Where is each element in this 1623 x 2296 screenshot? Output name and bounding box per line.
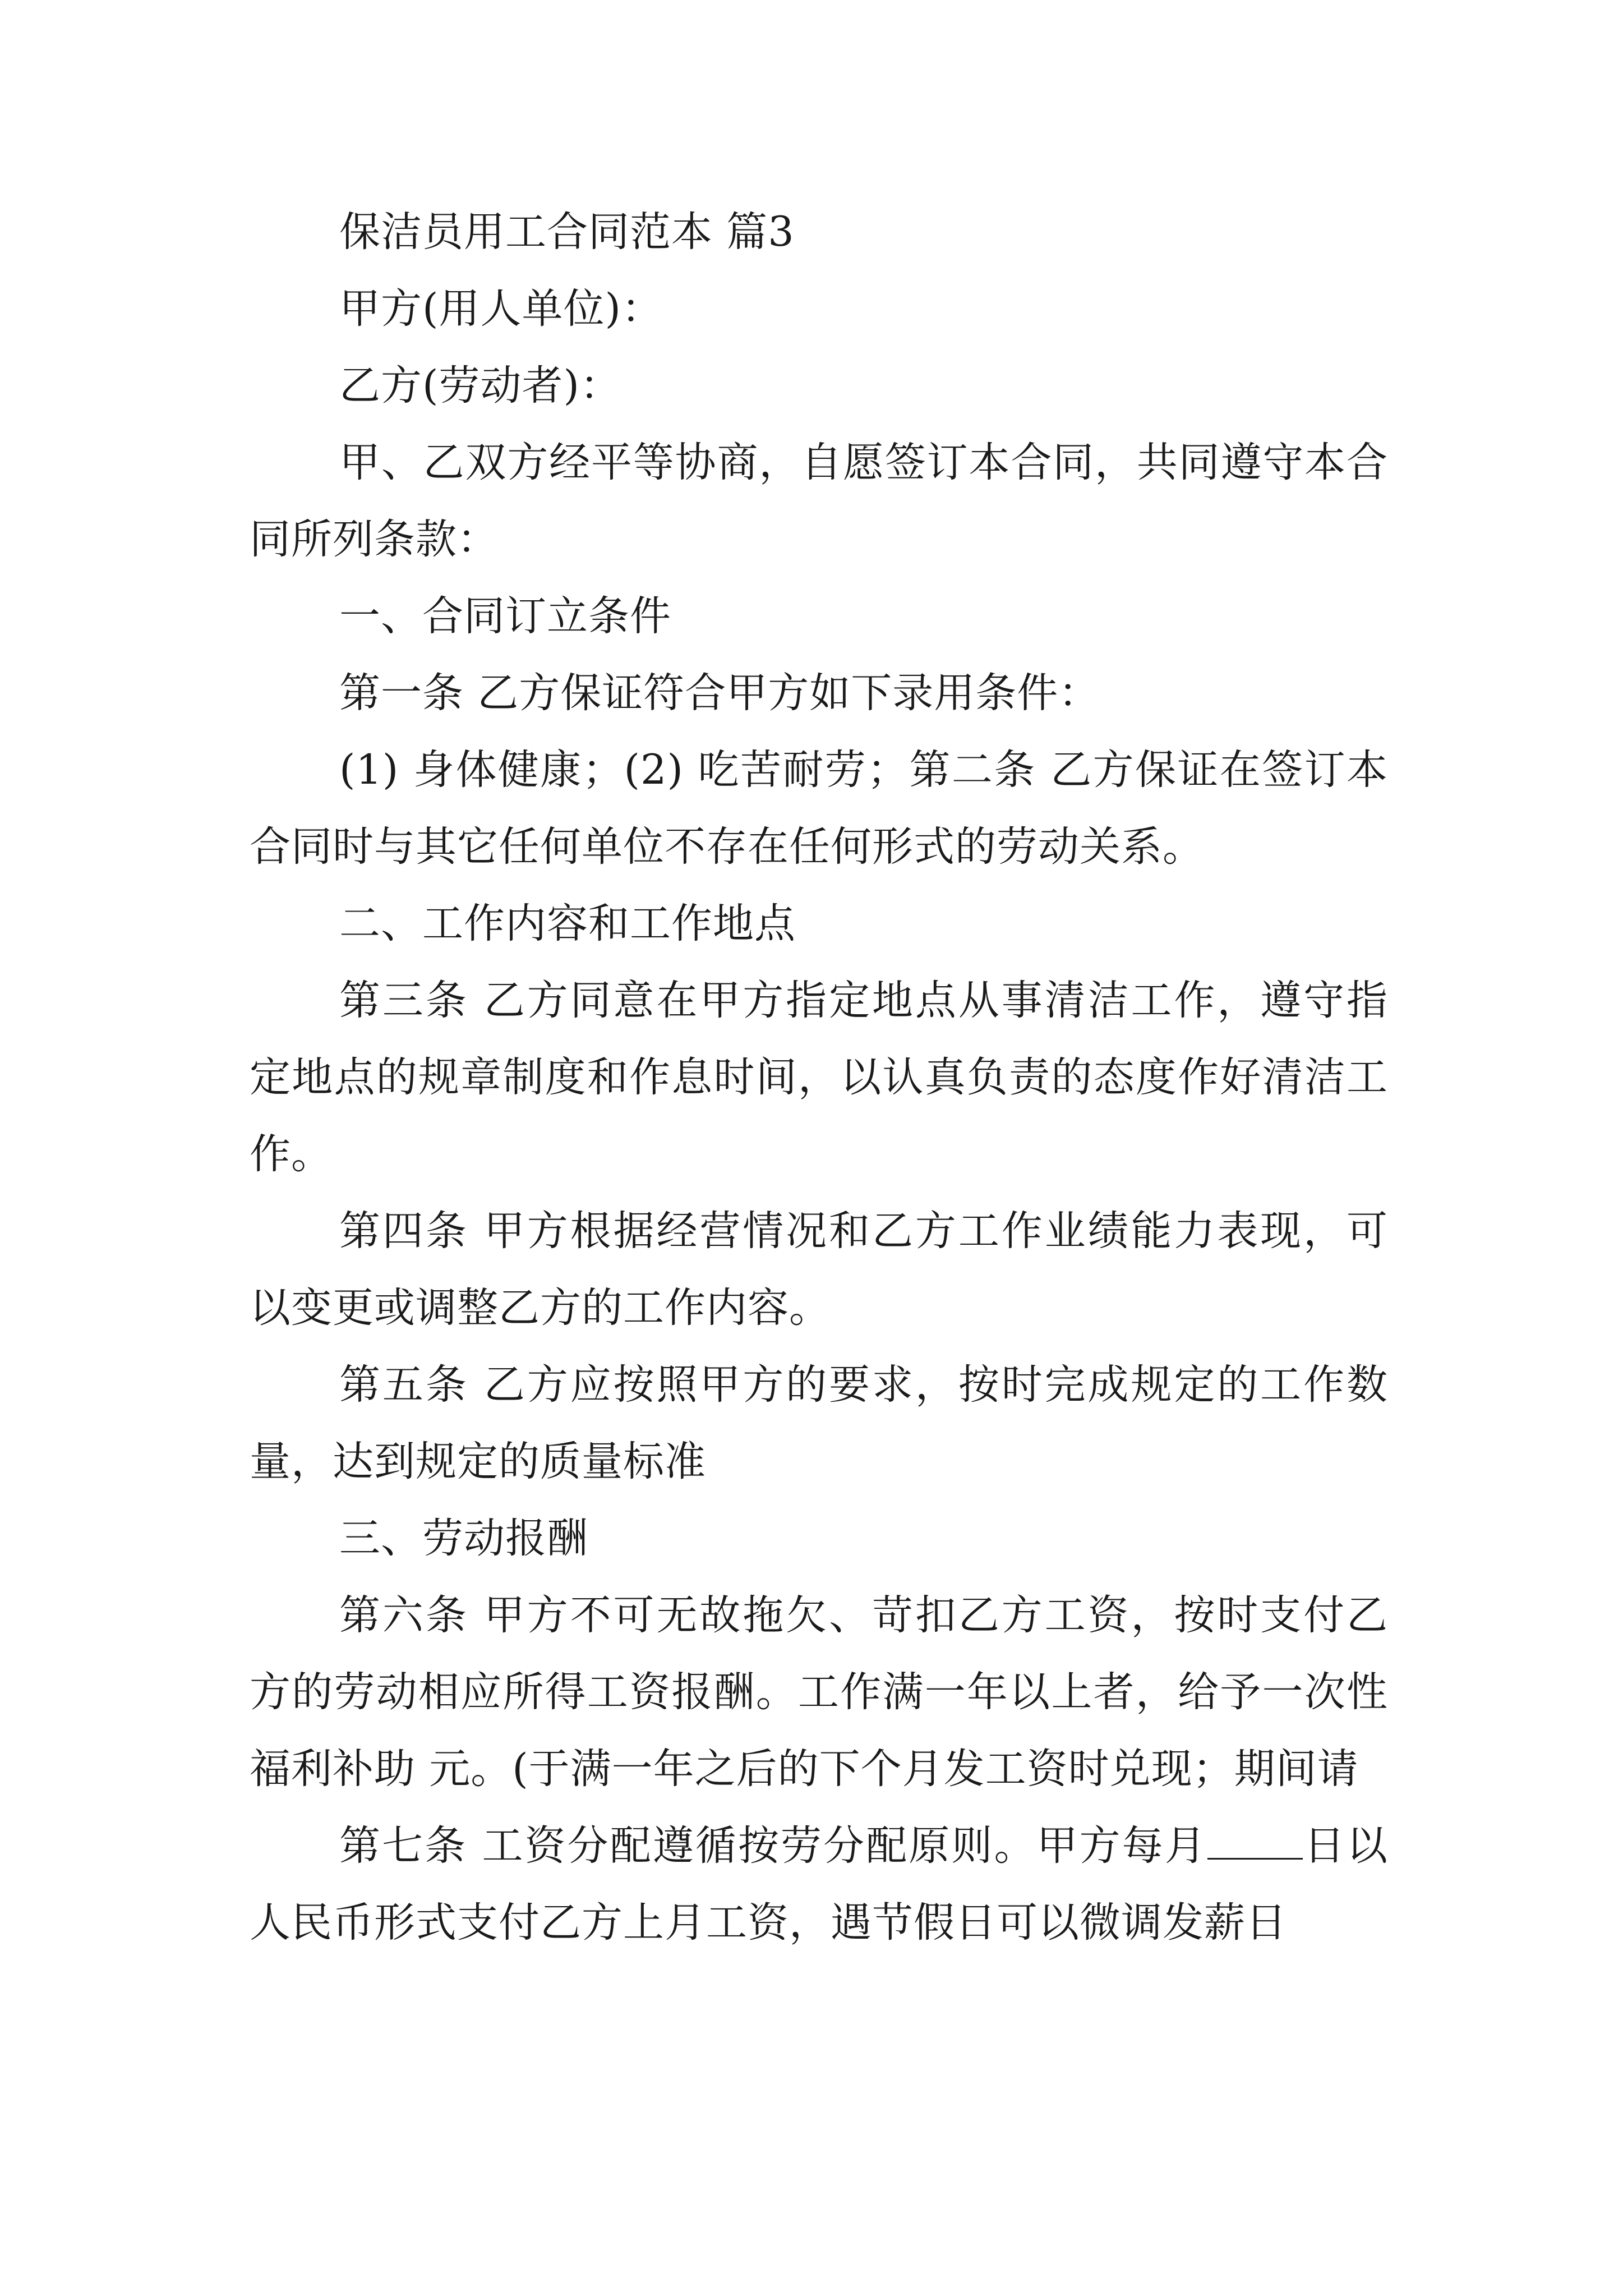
- article-4: 第四条 甲方根据经营情况和乙方工作业绩能力表现，可以变更或调整乙方的工作内容。: [250, 1207, 1388, 1332]
- article-6: 第六条 甲方不可无故拖欠、苛扣乙方工资，按时支付乙方的劳动相应所得工资报酬。工作满一年以上者，给予一次性福利补助 元。(于满一年之后的下个月发工资时兑现；期间请: [250, 1591, 1388, 1793]
- party-b-line: 乙方(劳动者)：: [339, 362, 621, 409]
- article-1-items: (1) 身体健康；(2) 吃苦耐劳；第二条 乙方保证在签订本合同时与其它任何单位不存在任何形式的劳动关系。: [250, 746, 1388, 871]
- article-3: 第三条 乙方同意在甲方指定地点从事清洁工作，遵守指定地点的规章制度和作息时间，以认真负责的态度作好清洁工作。: [250, 977, 1388, 1178]
- party-a-line: 甲方(用人单位)：: [339, 285, 663, 333]
- article-7-text-start: 第七条 工资分配遵循按劳分配原则。甲方每月: [339, 1822, 1207, 1870]
- document-body: [250, 194, 1388, 1961]
- article-7: [250, 1807, 1388, 1961]
- payday-blank: [1207, 1824, 1303, 1860]
- intro-paragraph: 甲、乙双方经平等协商，自愿签订本合同，共同遵守本合同所列条款：: [250, 439, 1388, 563]
- section-heading-3: 三、劳动报酬: [339, 1515, 588, 1562]
- section-heading-2: 二、工作内容和工作地点: [339, 900, 796, 947]
- section-heading-1: 一、合同订立条件: [339, 592, 671, 640]
- document-title: 保洁员用工合同范本 篇3: [339, 208, 795, 256]
- article-5: 第五条 乙方应按照甲方的要求，按时完成规定的工作数量，达到规定的质量标准: [250, 1361, 1388, 1485]
- article-1: 第一条 乙方保证符合甲方如下录用条件：: [339, 669, 1100, 717]
- article-7-text-end: 日以人民币形式支付乙方上月工资，遇节假日可以微调发薪日: [250, 1822, 1388, 1947]
